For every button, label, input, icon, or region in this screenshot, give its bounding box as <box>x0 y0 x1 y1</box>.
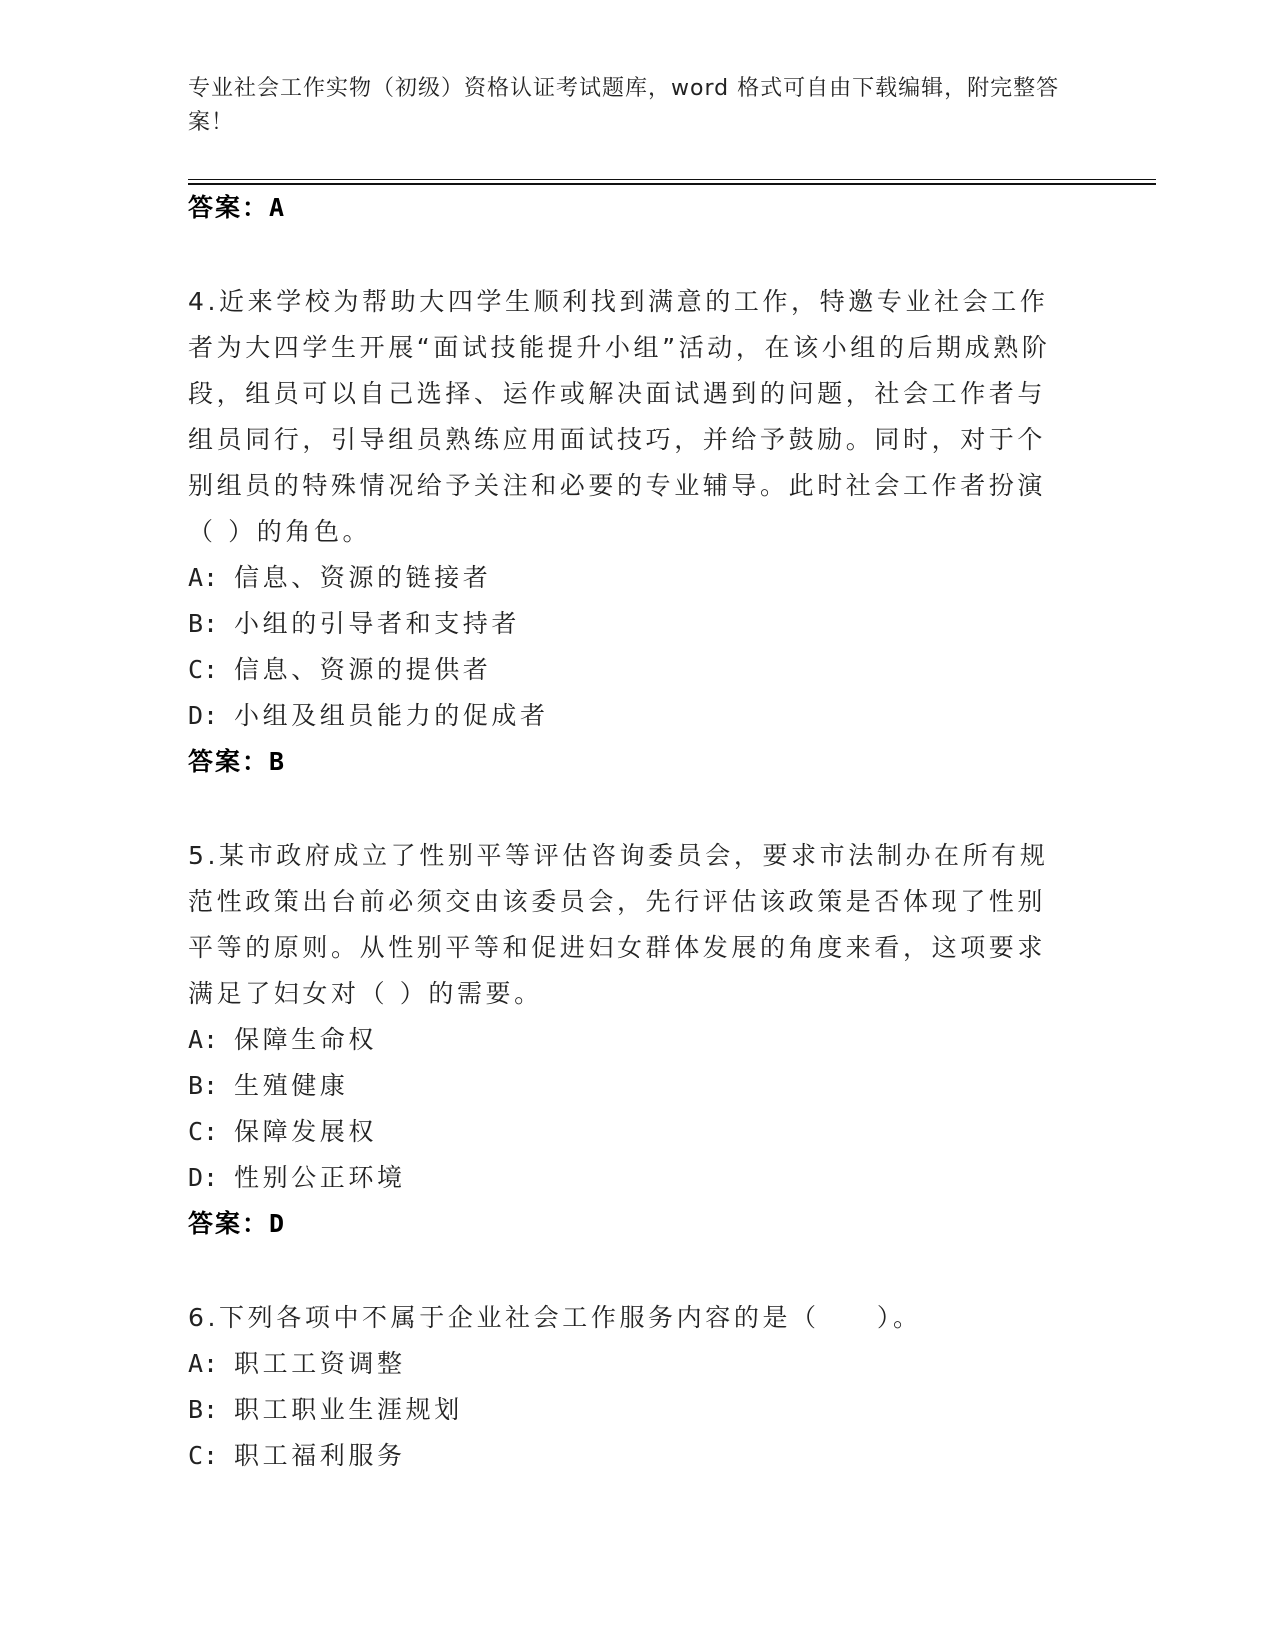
option-key: C: <box>188 655 219 684</box>
option-text: 职工福利服务 <box>234 1441 406 1470</box>
option-text: 性别公正环境 <box>234 1163 406 1192</box>
option-text: 小组及组员能力的促成者 <box>234 701 549 730</box>
answer-line <box>188 739 1068 785</box>
header-rule-thin <box>188 179 1156 180</box>
option-text: 保障发展权 <box>234 1117 378 1146</box>
option-a <box>188 1017 1068 1063</box>
header-text: 专业社会工作实物（初级）资格认证考试题库，word 格式可自由下载编辑，附完整答案！ <box>188 76 1060 135</box>
option-key: D: <box>188 1163 219 1192</box>
option-text: 小组的引导者和支持者 <box>234 609 521 638</box>
option-c <box>188 647 1068 693</box>
answer-value: A <box>269 193 287 222</box>
question-text: 5.某市政府成立了性别平等评估咨询委员会，要求市法制办在所有规范性政策出台前必须交由该委员会，先行评估该政策是否体现了性别平等的原则。从性别平等和促进妇女群体发展的角度来看，这项要求满足了妇女对（ ）的需要。 <box>188 841 1049 1008</box>
option-text: 职工工资调整 <box>234 1349 406 1378</box>
option-key: C: <box>188 1441 219 1470</box>
answer-value: D <box>269 1209 287 1238</box>
option-d <box>188 1155 1068 1201</box>
option-key: B: <box>188 609 219 638</box>
answer-line <box>188 185 1068 231</box>
option-key: B: <box>188 1395 219 1424</box>
option-key: B: <box>188 1071 219 1100</box>
option-a <box>188 1341 1068 1387</box>
option-a <box>188 555 1068 601</box>
question-text: 6.下列各项中不属于企业社会工作服务内容的是（ ）。 <box>188 1303 922 1332</box>
option-b <box>188 1063 1068 1109</box>
option-text: 保障生命权 <box>234 1025 378 1054</box>
document-header <box>188 72 1068 140</box>
question-6 <box>188 1295 1068 1479</box>
option-text: 职工职业生涯规划 <box>234 1395 463 1424</box>
option-c <box>188 1433 1068 1479</box>
option-text: 信息、资源的提供者 <box>234 655 492 684</box>
option-key: D: <box>188 701 219 730</box>
option-key: A: <box>188 1349 219 1378</box>
answer-label: 答案： <box>188 193 270 222</box>
option-key: A: <box>188 1025 219 1054</box>
question-4 <box>188 279 1068 785</box>
question-5 <box>188 833 1068 1247</box>
answer-value: B <box>269 747 287 776</box>
document-body <box>188 185 1068 1479</box>
option-key: A: <box>188 563 219 592</box>
option-d <box>188 693 1068 739</box>
option-b <box>188 601 1068 647</box>
question-text: 4.近来学校为帮助大四学生顺利找到满意的工作，特邀专业社会工作者为大四学生开展“面试技能提升小组”活动，在该小组的后期成熟阶段，组员可以自己选择、运作或解决面试遇到的问题，社会工作者与组员同行，引导组员熟练应用面试技巧，并给予鼓励。同时，对于个别组员的特殊情况给予关注和必要的专业辅导。此时社会工作者扮演（ ）的角色。 <box>188 287 1051 546</box>
answer-line <box>188 1201 1068 1247</box>
option-key: C: <box>188 1117 219 1146</box>
option-text: 信息、资源的链接者 <box>234 563 492 592</box>
option-text: 生殖健康 <box>234 1071 349 1100</box>
answer-label: 答案： <box>188 747 270 776</box>
option-b <box>188 1387 1068 1433</box>
option-c <box>188 1109 1068 1155</box>
answer-label: 答案： <box>188 1209 270 1238</box>
